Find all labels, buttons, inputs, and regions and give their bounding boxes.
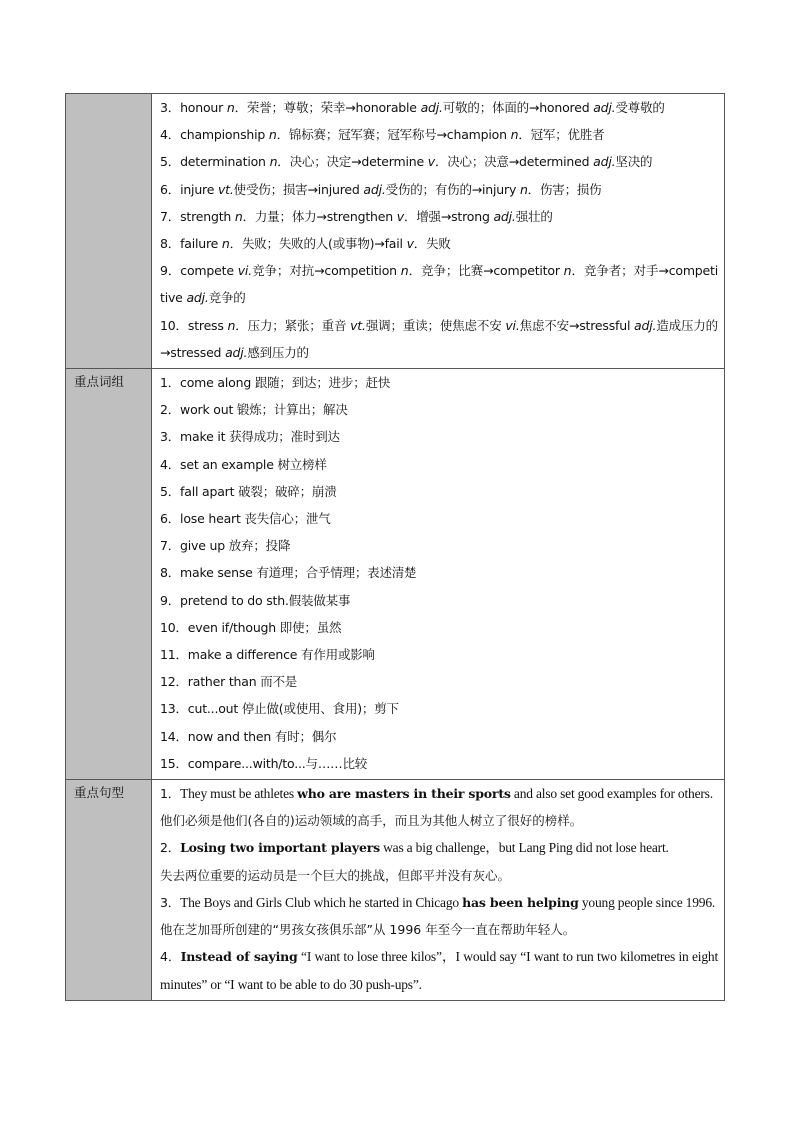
study-table [65, 93, 725, 1001]
entry-text: The Boys and Girls Club which he started in Chicago [180, 894, 463, 910]
entry-text: stress [187, 317, 228, 333]
part-of-speech: n [227, 317, 236, 333]
entry-number: 5． [160, 154, 181, 170]
entry-text: young people since 1996. [578, 894, 716, 910]
vocab-entry [160, 257, 718, 311]
row-label-sentences: 重点句型 [66, 780, 152, 1001]
entry-text: ．失败；失败的人(或事物)→fail [229, 236, 407, 252]
entry-number: 3． [160, 894, 181, 910]
entry-text: 感到压力的 [247, 344, 309, 360]
row-vocabulary [66, 94, 725, 369]
part-of-speech: n [268, 127, 277, 143]
part-of-speech: n [234, 208, 243, 224]
entry-text: 焦虑不安→stressful [519, 317, 635, 333]
sentence-translation: 他们必须是他们(各自的)运动领域的高手，而且为其他人树立了很好的榜样。 [160, 813, 583, 829]
entry-text: 受伤的；有伤的→injury [385, 181, 520, 197]
entry-text: 强调；重读；使焦虑不安 [365, 317, 506, 333]
part-of-speech: adj. [593, 100, 616, 115]
highlighted-text: who are masters in their sports [297, 786, 511, 802]
part-of-speech: adj. [593, 154, 616, 170]
entry-text: “I want to lose three kilos”，I would say “I want to run two kilometres in eight minutes” or “I want to be able to do 30 push-ups”. [160, 949, 718, 992]
entry-text: 竞争的 [208, 290, 246, 306]
vocab-entry [160, 148, 718, 175]
row-label-vocabulary [66, 94, 152, 369]
part-of-speech: adj. [186, 290, 209, 306]
entry-number: 4． [160, 127, 181, 143]
phrase-entry: 12．rather than 而不是 [160, 674, 298, 690]
vocab-entry [160, 176, 718, 203]
phrase-entry: 4．set an example 树立榜样 [160, 456, 327, 472]
vocab-entry [160, 203, 718, 230]
entry-number: 2． [160, 840, 181, 856]
part-of-speech: adj. [634, 317, 657, 333]
entry-number: 4． [160, 949, 181, 965]
part-of-speech: n [221, 236, 230, 252]
part-of-speech: v [396, 208, 404, 224]
entry-text: They must be athletes [180, 786, 298, 802]
entry-text: determination [180, 154, 270, 170]
phrase-entry: 11．make a difference 有作用或影响 [160, 647, 375, 663]
part-of-speech: n [269, 154, 278, 170]
sentence-translation: 他在芝加哥所创建的“男孩女孩俱乐部”从 1996 年至今一直在帮助年轻人。 [160, 922, 576, 938]
entry-number: 6． [160, 181, 181, 197]
entry-text: 可敬的；体面的→honored [442, 100, 594, 115]
entry-number: 10． [160, 317, 188, 333]
phrase-entry: 3．make it 获得成功；准时到达 [160, 429, 340, 445]
highlighted-text: Instead of saying [180, 949, 298, 965]
phrase-entry: 2．work out 锻炼；计算出；解决 [160, 402, 348, 418]
vocabulary-list [152, 94, 725, 369]
entry-text: 坚决的 [615, 154, 653, 170]
entry-text: ．竞争；比赛→competitor [408, 263, 564, 279]
entry-text: 强壮的 [515, 208, 553, 224]
row-phrases [66, 369, 725, 780]
entry-text: injure [180, 181, 218, 197]
entry-number: 9． [160, 263, 181, 279]
phrase-entry: 1．come along 跟随；到达；进步；赶快 [160, 375, 391, 391]
entry-text: 使受伤；损害→injured [233, 181, 364, 197]
entry-text: compete [180, 263, 238, 279]
part-of-speech: n [400, 263, 409, 279]
entry-text: ．失败 [413, 236, 451, 252]
sentence-translation: 失去两位重要的运动员是一个巨大的挑战，但郎平并没有灰心。 [160, 867, 511, 883]
entry-number: 7． [160, 208, 181, 224]
row-label-phrases: 重点词组 [66, 369, 152, 780]
part-of-speech: n [226, 100, 235, 115]
sentence-list [152, 780, 725, 1001]
highlighted-text: Losing two important players [180, 840, 380, 856]
vocab-entry [160, 121, 718, 148]
vocab-entry [160, 94, 718, 121]
entry-text: ．决心；决意→determined [434, 154, 594, 170]
part-of-speech: adj. [493, 208, 516, 224]
phrase-entry: 9．pretend to do sth.假装做某事 [160, 592, 351, 608]
entry-text: strength [180, 208, 235, 224]
phrase-entry: 10．even if/though 即使；虽然 [160, 619, 342, 635]
part-of-speech: vt. [217, 181, 234, 197]
sentence-entry [160, 943, 718, 997]
phrase-entry: 7．give up 放弃；投降 [160, 538, 291, 554]
part-of-speech: adj. [420, 100, 443, 115]
highlighted-text: has been helping [462, 894, 579, 910]
entry-number: 8． [160, 236, 181, 252]
part-of-speech: vi. [237, 263, 252, 279]
entry-number: 3． [160, 100, 181, 115]
entry-text: ．伤害；损伤 [527, 181, 602, 197]
entry-text: ．冠军；优胜者 [518, 127, 605, 143]
phrase-entry: 6．lose heart 丧失信心；泄气 [160, 511, 331, 527]
sentence-entry [160, 780, 718, 807]
part-of-speech: v [427, 154, 435, 170]
entry-text: ．决心；决定→determine [277, 154, 428, 170]
part-of-speech: vi. [505, 317, 520, 333]
part-of-speech: n [563, 263, 572, 279]
entry-text: ．荣誉；尊敬；荣幸→honorable [234, 100, 421, 115]
phrase-entry: 13．cut...out 停止做(或使用、食用)；剪下 [160, 701, 399, 717]
entry-text: ．锦标赛；冠军赛；冠军称号→champion [276, 127, 511, 143]
phrase-entry: 14．now and then 有时；偶尔 [160, 728, 337, 744]
entry-number: 1． [160, 786, 181, 802]
part-of-speech: n [519, 181, 528, 197]
sentence-entry [160, 889, 718, 916]
entry-text: 造成压力的→stressed [160, 317, 718, 360]
part-of-speech: adj. [225, 344, 248, 360]
entry-text: ．力量；体力→strengthen [242, 208, 397, 224]
part-of-speech: vt. [350, 317, 366, 333]
part-of-speech: adj. [363, 181, 386, 197]
sentence-entry [160, 834, 718, 861]
entry-text: and also set good examples for others. [510, 786, 713, 802]
entry-text: championship [180, 127, 269, 143]
phrase-list [152, 369, 725, 780]
entry-text: ．竞争者；对手→competitive [160, 263, 719, 306]
part-of-speech: n [510, 127, 519, 143]
entry-text: failure [180, 236, 222, 252]
phrase-entry: 8．make sense 有道理；合乎情理；表述清楚 [160, 565, 417, 581]
entry-text: honour [180, 100, 227, 115]
vocab-entry [160, 312, 718, 366]
entry-text: ．增强→strong [403, 208, 494, 224]
phrase-entry: 15．compare...with/to...与……比较 [160, 755, 368, 771]
vocab-entry [160, 230, 718, 257]
entry-text: ．压力；紧张；重音 [235, 317, 351, 333]
part-of-speech: v [406, 236, 414, 252]
entry-text: 竞争；对抗→competition [251, 263, 401, 279]
phrase-entry: 5．fall apart 破裂；破碎；崩溃 [160, 483, 337, 499]
entry-text: 受尊敬的 [615, 100, 665, 115]
page-sheet [65, 93, 725, 1001]
entry-text: was a big challenge，but Lang Ping did not lose heart. [379, 840, 669, 856]
row-sentences [66, 780, 725, 1001]
